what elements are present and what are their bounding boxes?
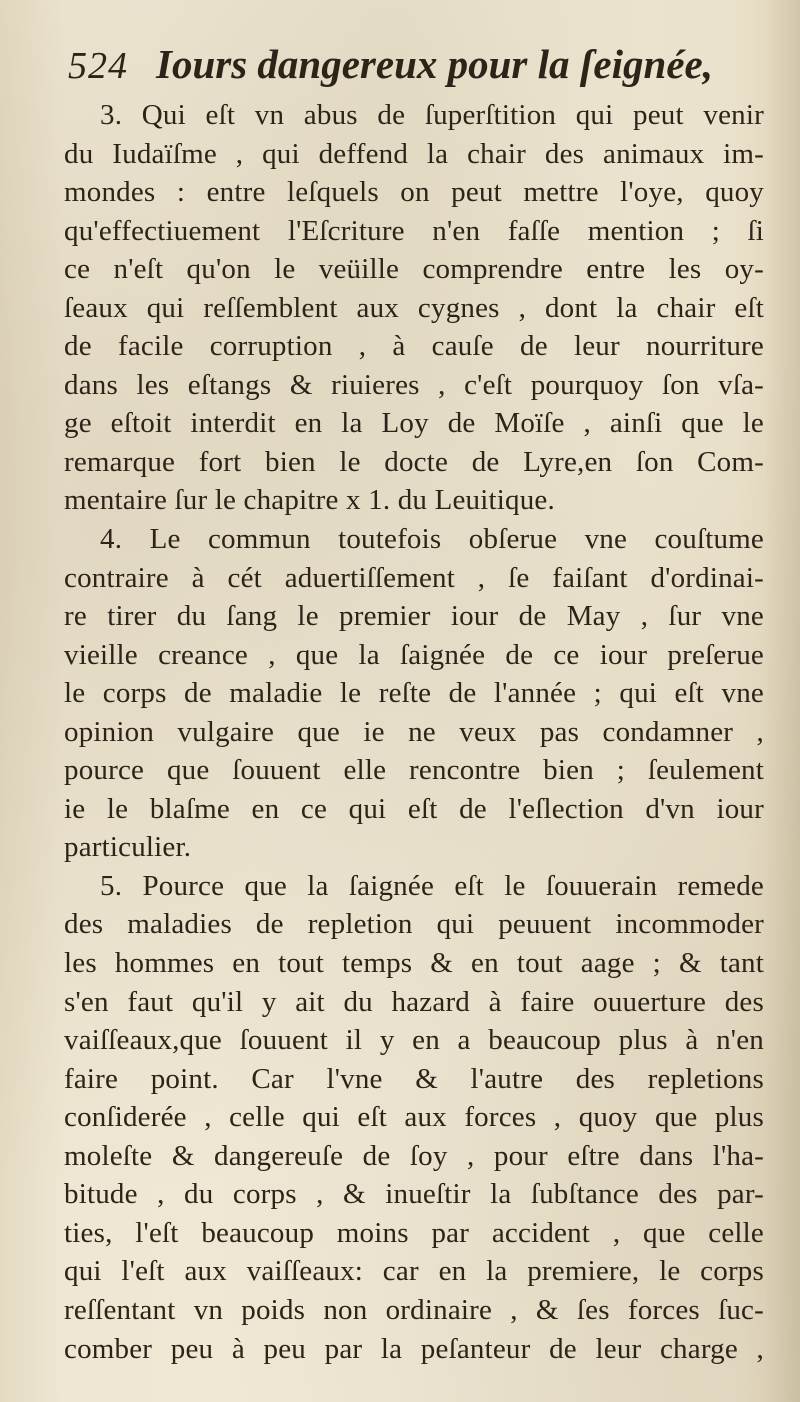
text-line: qu'effectiuement l'Eſcriture n'en faſſe mention ; ſi <box>64 214 764 247</box>
text-line: particulier. <box>64 831 192 864</box>
text-line: comber peu à peu par la peſanteur de leur charge , <box>64 1332 764 1365</box>
text-line: conſiderée , celle qui eſt aux forces , quoy que plus <box>64 1101 764 1134</box>
text-line: vaiſſeaux,que ſouuent il y en a beaucoup plus à n'en <box>64 1024 764 1057</box>
text-line: s'en faut qu'il y ait du hazard à faire ouuerture des <box>64 985 764 1018</box>
text-line: les hommes en tout temps & en tout aage ; & tant <box>64 947 764 980</box>
text-line: de facile corruption , à cauſe de leur nourriture <box>64 330 764 363</box>
text-line: vieille creance , que la ſaignée de ce iour preſerue <box>64 638 764 671</box>
text-line: 5. Pource que la ſaignée eſt le ſouuerain remede <box>100 869 764 902</box>
text-line: ſeaux qui reſſemblent aux cygnes , dont la chair eſt <box>64 291 764 324</box>
text-line: re tirer du ſang le premier iour de May , ſur vne <box>64 600 764 633</box>
text-line: le corps de maladie le reſte de l'année ; qui eſt vne <box>64 677 764 710</box>
text-line: ie le blaſme en ce qui eſt de l'eſlection d'vn iour <box>64 792 764 825</box>
text-line: reſſentant vn poids non ordinaire , & ſes forces ſuc- <box>64 1293 764 1326</box>
text-line: moleſte & dangereuſe de ſoy , pour eſtre dans l'ha- <box>64 1139 764 1172</box>
page-header <box>68 40 748 96</box>
text-line: dans les eſtangs & riuieres , c'eſt pourquoy ſon vſa- <box>64 368 764 401</box>
body-text <box>64 96 764 1368</box>
text-line: 4. Le commun toutefois obſerue vne couſtume <box>100 523 764 556</box>
text-line: mondes : entre leſquels on peut mettre l'oye, quoy <box>64 176 764 209</box>
text-line: qui l'eſt aux vaiſſeaux: car en la premiere, le corps <box>64 1255 764 1288</box>
running-head: Iours dangereux pour la ſeignée, <box>156 41 713 87</box>
text-line: pource que ſouuent elle rencontre bien ; ſeulement <box>64 754 764 787</box>
text-line: bitude , du corps , & inueſtir la ſubſtance des par- <box>64 1178 764 1211</box>
text-line: des maladies de repletion qui peuuent incommoder <box>64 908 764 941</box>
text-line: du Iudaïſme , qui deffend la chair des animaux im- <box>64 137 764 170</box>
text-line: ties, l'eſt beaucoup moins par accident , que celle <box>64 1216 764 1249</box>
page-number: 524 <box>68 45 128 87</box>
text-line: ce n'eſt qu'on le veüille comprendre entre les oy- <box>64 253 764 286</box>
text-line: mentaire ſur le chapitre x 1. du Leuitique. <box>64 484 555 517</box>
text-line: faire point. Car l'vne & l'autre des repletions <box>64 1062 764 1095</box>
text-line: opinion vulgaire que ie ne veux pas condamner , <box>64 715 764 748</box>
text-line: ge eſtoit interdit en la Loy de Moïſe , ainſi que le <box>64 407 764 440</box>
page-edge-shadow <box>764 0 800 1402</box>
text-line: remarque fort bien le docte de Lyre,en ſon Com- <box>64 445 764 478</box>
text-line: contraire à cét aduertiſſement , ſe faiſant d'ordinai- <box>64 561 764 594</box>
text-line: 3. Qui eſt vn abus de ſuperſtition qui peut venir <box>100 99 764 131</box>
